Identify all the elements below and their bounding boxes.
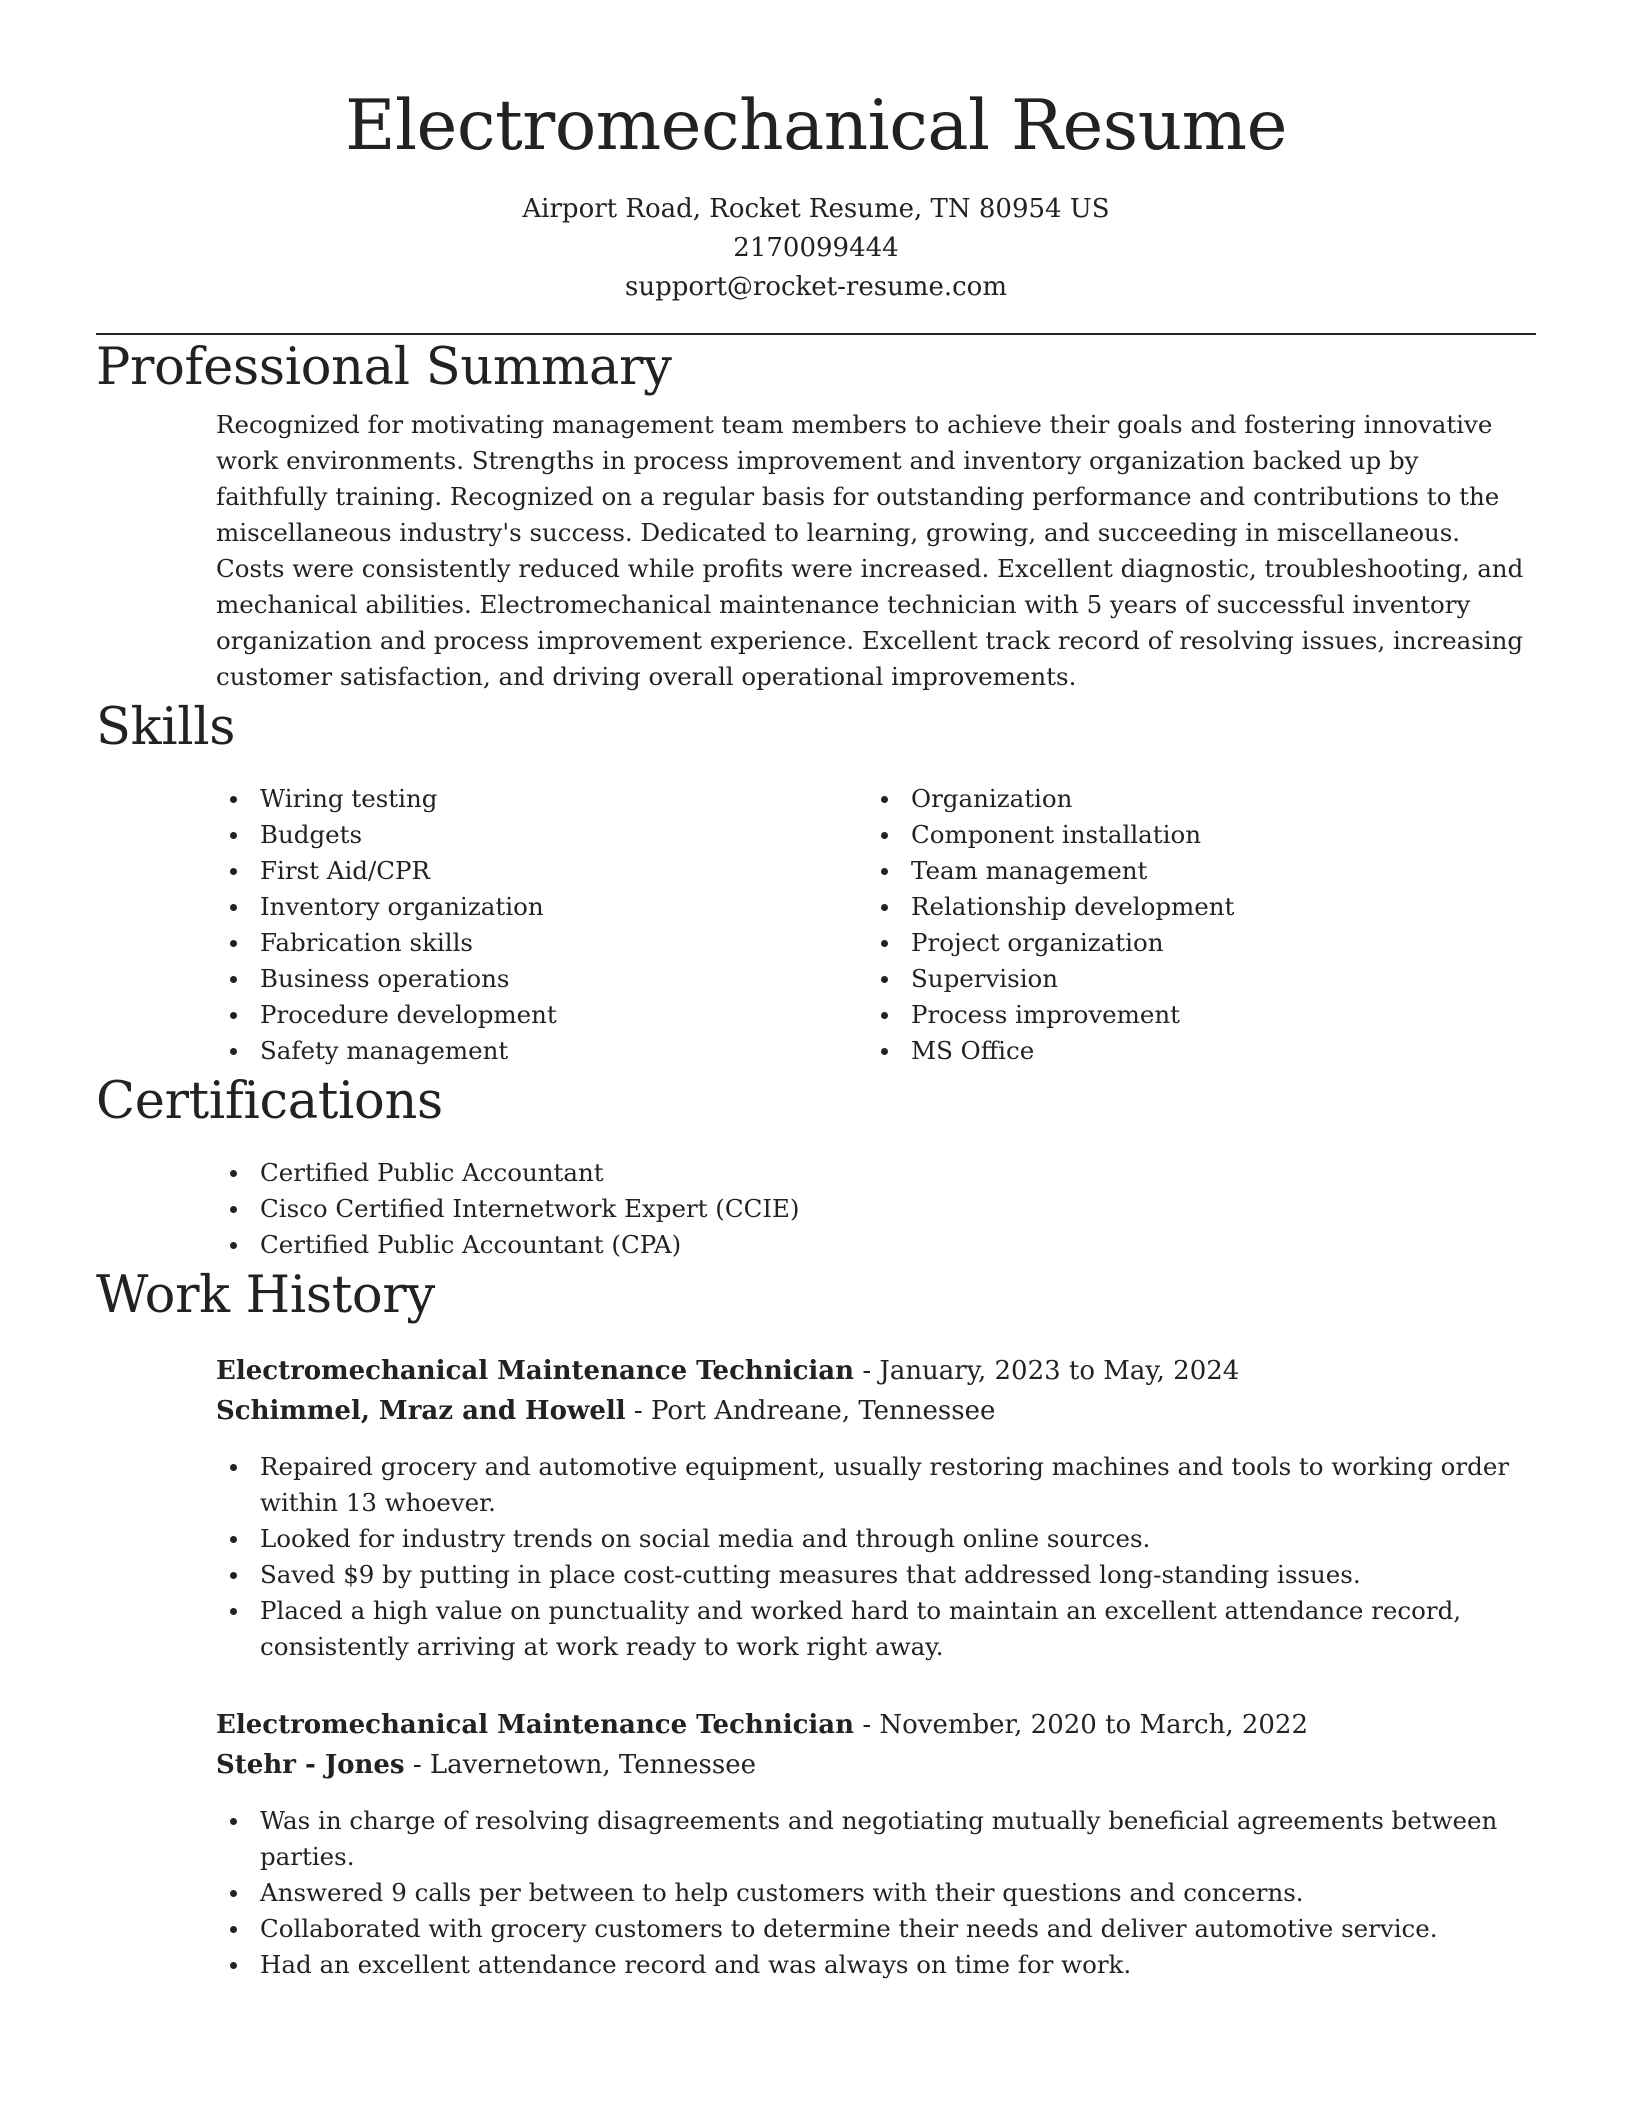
certifications-list <box>216 1155 1536 1263</box>
duty-item: Looked for industry trends on social media and through online sources. <box>216 1521 1536 1557</box>
skill-item: Fabrication skills <box>216 925 867 961</box>
skill-item: Project organization <box>867 925 1518 961</box>
summary-text: Recognized for motivating management team members to achieve their goals and fostering innovative work environments. Strengths in process improvement and inventory organization backed up by faithfully training. Recognized on a regular basis for outstanding performance and contributions to the miscellaneous industry's success. Dedicated to learning, growing, and succeeding in miscellaneous. Costs were consistently reduced while profits were increased. Excellent diagnostic, troubleshooting, and mechanical abilities. Electromechanical maintenance technician with 5 years of successful inventory organization and process improvement experience. Excellent track record of resolving issues, increasing customer satisfaction, and driving overall operational improvements. <box>216 410 1524 691</box>
certification-item: Certified Public Accountant (CPA) <box>216 1227 1536 1263</box>
skill-item: Component installation <box>867 817 1518 853</box>
job-dates: November, 2020 to March, 2022 <box>879 1710 1309 1740</box>
job-role: Electromechanical Maintenance Technician <box>216 1710 855 1740</box>
job-duties-list <box>216 1449 1536 1665</box>
job-title-line <box>216 1705 1536 1745</box>
separator: - <box>862 1710 880 1740</box>
job-location: Lavernetown, Tennessee <box>429 1750 756 1780</box>
skill-item: Organization <box>867 781 1518 817</box>
job-duties-list <box>216 1803 1536 1983</box>
summary-heading: Professional Summary <box>96 338 672 397</box>
job-location: Port Andreane, Tennessee <box>650 1396 996 1426</box>
job-entry <box>216 1705 1536 1983</box>
certification-item: Certified Public Accountant <box>216 1155 1536 1191</box>
contact-info <box>96 190 1536 307</box>
certifications-heading: Certifications <box>96 1072 443 1131</box>
certification-item: Cisco Certified Internetwork Expert (CCIE) <box>216 1191 1536 1227</box>
separator: - <box>412 1750 430 1780</box>
job-entry <box>216 1351 1536 1665</box>
skill-item: MS Office <box>867 1033 1518 1069</box>
skill-item: Supervision <box>867 961 1518 997</box>
skill-item: Team management <box>867 853 1518 889</box>
skill-item: Wiring testing <box>216 781 867 817</box>
duty-item: Collaborated with grocery customers to determine their needs and deliver automotive service. <box>216 1911 1536 1947</box>
separator: - <box>862 1356 880 1386</box>
skills-column-right <box>867 781 1518 1069</box>
skills-heading: Skills <box>96 698 236 757</box>
address: Airport Road, Rocket Resume, TN 80954 US <box>522 194 1110 224</box>
job-company-line <box>216 1391 1536 1431</box>
email-address: support@rocket-resume.com <box>624 272 1007 302</box>
skill-item: Relationship development <box>867 889 1518 925</box>
skills-list <box>216 781 1536 1069</box>
separator: - <box>633 1396 651 1426</box>
job-company: Schimmel, Mraz and Howell <box>216 1396 626 1426</box>
job-dates: January, 2023 to May, 2024 <box>879 1356 1240 1386</box>
skills-column-left <box>216 781 867 1069</box>
duty-item: Repaired grocery and automotive equipment, usually restoring machines and tools to working order within 13 whoever. <box>216 1449 1536 1521</box>
resume-header <box>96 80 1536 307</box>
job-company: Stehr - Jones <box>216 1750 405 1780</box>
skill-item: Process improvement <box>867 997 1518 1033</box>
skill-item: First Aid/CPR <box>216 853 867 889</box>
duty-item: Was in charge of resolving disagreements and negotiating mutually beneficial agreements between parties. <box>216 1803 1536 1875</box>
work-history-heading: Work History <box>96 1266 435 1325</box>
skill-item: Procedure development <box>216 997 867 1033</box>
skill-item: Budgets <box>216 817 867 853</box>
skill-item: Safety management <box>216 1033 867 1069</box>
job-title-line <box>216 1351 1536 1391</box>
skill-item: Business operations <box>216 961 867 997</box>
resume-title: Electromechanical Resume <box>345 86 1287 166</box>
duty-item: Answered 9 calls per between to help customers with their questions and concerns. <box>216 1875 1536 1911</box>
duty-item: Saved $9 by putting in place cost-cutting measures that addressed long-standing issues. <box>216 1557 1536 1593</box>
job-role: Electromechanical Maintenance Technician <box>216 1356 855 1386</box>
phone-number: 2170099444 <box>733 233 899 263</box>
skill-item: Inventory organization <box>216 889 867 925</box>
duty-item: Had an excellent attendance record and was always on time for work. <box>216 1947 1536 1983</box>
job-company-line <box>216 1745 1536 1785</box>
duty-item: Placed a high value on punctuality and worked hard to maintain an excellent attendance record, consistently arriving at work ready to work right away. <box>216 1593 1536 1665</box>
